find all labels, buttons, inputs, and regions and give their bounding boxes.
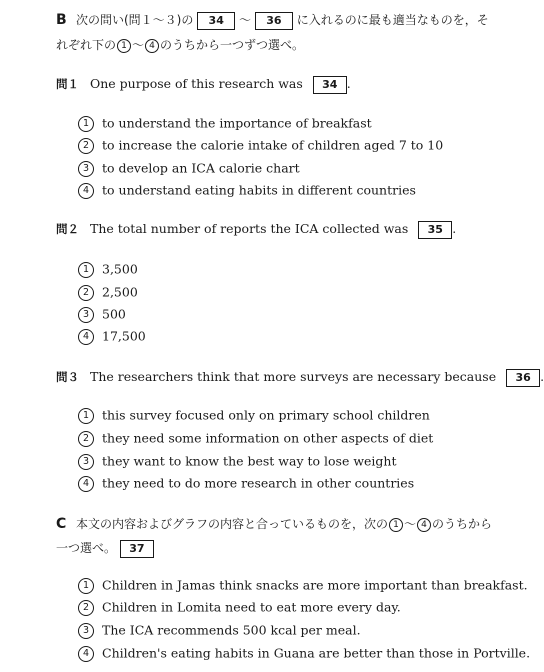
option-text: they need to do more research in other countries: [102, 475, 415, 491]
tilde: ～: [404, 517, 417, 531]
circled-number: 3: [78, 307, 94, 323]
qc-option[interactable]: [78, 644, 530, 663]
qc-option[interactable]: [78, 598, 401, 617]
tilde: ～: [239, 13, 252, 27]
instructions-b-text3: れぞれ下の: [56, 38, 117, 52]
instructions-c-text2: のうちから: [432, 517, 493, 531]
option-text: 500: [102, 306, 126, 322]
instructions-b-line1: [56, 11, 489, 30]
instructions-b-text2: に入れるのに最も適当なものを，そ: [296, 13, 489, 27]
circled-number: 1: [389, 518, 403, 532]
section-letter-b: B: [56, 12, 67, 28]
instructions-c-line2: [56, 539, 154, 558]
question-label: 問１: [56, 77, 79, 91]
option-text: 2,500: [102, 284, 138, 300]
option-text: to understand the importance of breakfast: [102, 115, 372, 131]
answer-box-36: 36: [255, 12, 293, 30]
q3-option[interactable]: [78, 452, 397, 471]
answer-box-35: 35: [418, 221, 452, 239]
q1-option[interactable]: [78, 159, 300, 178]
answer-box-37: 37: [120, 540, 154, 558]
option-text: 17,500: [102, 328, 146, 344]
question-3: [56, 368, 544, 387]
option-text: they want to know the best way to lose weight: [102, 453, 397, 469]
answer-box-36: 36: [506, 369, 540, 387]
instructions-b-text4: のうちから一つずつ選べ。: [160, 38, 305, 52]
circled-number: 3: [78, 161, 94, 177]
circled-number: 1: [78, 116, 94, 132]
q1-option[interactable]: [78, 114, 372, 133]
q3-option[interactable]: [78, 474, 414, 493]
circled-number: 4: [78, 329, 94, 345]
q2-option[interactable]: [78, 327, 146, 346]
circled-number: 1: [117, 39, 131, 53]
circled-number: 2: [78, 431, 94, 447]
q2-option[interactable]: [78, 305, 126, 324]
question-1: [56, 75, 351, 94]
circled-number: 4: [78, 646, 94, 662]
q1-option[interactable]: [78, 181, 416, 200]
option-text: The ICA recommends 500 kcal per meal.: [102, 622, 361, 638]
circled-number: 4: [417, 518, 431, 532]
circled-number: 2: [78, 138, 94, 154]
instructions-c-text1: 本文の内容およびグラフの内容と合っているものを，次の: [76, 517, 389, 531]
q2-option[interactable]: [78, 283, 138, 302]
question-text: The total number of reports the ICA collected was: [90, 221, 409, 236]
question-text: The researchers think that more surveys are necessary because: [90, 369, 497, 384]
instructions-b-text1: 次の問い(問１～３)の: [76, 13, 194, 27]
instructions-c-line1: [56, 515, 492, 533]
question-text: One purpose of this research was: [90, 76, 303, 91]
answer-box-34: 34: [197, 12, 235, 30]
question-2: [56, 220, 456, 239]
circled-number: 4: [78, 183, 94, 199]
option-text: to understand eating habits in different countries: [102, 182, 416, 198]
period: .: [346, 76, 351, 91]
qc-option[interactable]: [78, 621, 361, 640]
circled-number: 4: [78, 476, 94, 492]
question-label: 問２: [56, 222, 79, 236]
instructions-b-line2: [56, 36, 304, 54]
answer-box-34: 34: [313, 76, 347, 94]
question-label: 問３: [56, 370, 79, 384]
circled-number: 4: [145, 39, 159, 53]
circled-number: 1: [78, 262, 94, 278]
period: .: [452, 221, 457, 236]
period: .: [540, 369, 544, 384]
q2-option[interactable]: [78, 260, 138, 279]
tilde: ～: [132, 38, 145, 52]
instructions-c-text3: 一つ選べ。: [56, 541, 117, 555]
circled-number: 1: [78, 578, 94, 594]
circled-number: 1: [78, 408, 94, 424]
qc-option[interactable]: [78, 576, 528, 595]
q1-option[interactable]: [78, 136, 443, 155]
q3-option[interactable]: [78, 406, 430, 425]
circled-number: 2: [78, 600, 94, 616]
option-text: this survey focused only on primary school children: [102, 407, 430, 423]
circled-number: 3: [78, 454, 94, 470]
option-text: Children's eating habits in Guana are better than those in Portville.: [102, 645, 531, 661]
option-text: Children in Lomita need to eat more every day.: [102, 599, 401, 615]
option-text: they need some information on other aspects of diet: [102, 430, 434, 446]
option-text: to increase the calorie intake of children aged 7 to 10: [102, 137, 444, 153]
option-text: 3,500: [102, 261, 138, 277]
circled-number: 2: [78, 285, 94, 301]
option-text: Children in Jamas think snacks are more important than breakfast.: [102, 577, 528, 593]
section-letter-c: C: [56, 516, 67, 532]
q3-option[interactable]: [78, 429, 433, 448]
circled-number: 3: [78, 623, 94, 639]
option-text: to develop an ICA calorie chart: [102, 160, 300, 176]
